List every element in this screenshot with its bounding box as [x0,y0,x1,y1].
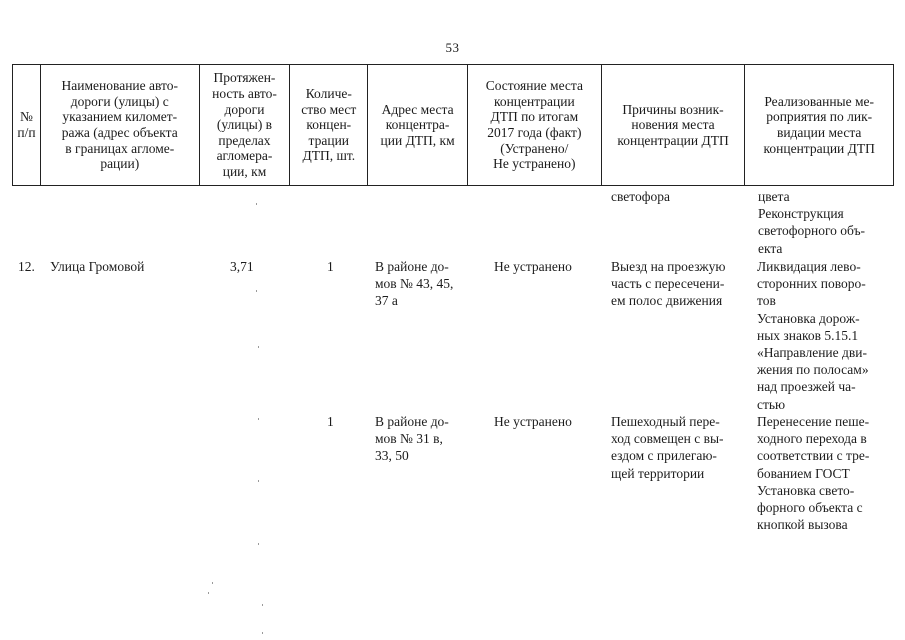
row-number: 12. [18,259,35,274]
scan-speck [258,418,259,420]
scan-speck [262,632,263,634]
place-1-count: 1 [327,259,334,274]
continued-cause: светофора [611,189,670,204]
header-road-name: Наименование авто- дороги (улицы) с указанием километ- ража (адрес объекта в границах агломе- рации) [41,65,200,185]
place-2-status: Не устранено [494,414,572,429]
place-1-cause: Выезд на проезжую часть с пересечени- ем полос движения [611,259,726,309]
road-length: 3,71 [230,259,254,274]
place-1-address: В районе до- мов № 43, 45, 37 а [375,259,454,309]
header-length: Протяжен- ность авто- дороги (улицы) в пределах агломера- ции, км [200,65,291,185]
scan-speck [256,203,257,205]
road-name: Улица Громовой [50,259,145,274]
header-number: № п/п [13,65,41,185]
place-2-cause: Пешеходный пере- ход совмещен с вы- ездом с прилегаю- щей территории [611,414,724,481]
scan-speck [258,480,259,482]
scan-speck [256,290,257,292]
continued-measures: цвета Реконструкция светофорного объ- екта [758,189,866,256]
scan-speck [208,592,209,594]
place-2-count: 1 [327,414,334,429]
place-2-address: В районе до- мов № 31 в, 33, 50 [375,414,449,464]
scan-speck [258,543,259,545]
scan-speck [212,582,213,584]
place-2-measures: Перенесение пеше- ходного перехода в соответствии с тре- бованием ГОСТ Установка свето- форного объекта с кнопкой вызова [757,414,870,533]
place-1-measures: Ликвидация лево- сторонних поворо- тов Установка дорож- ных знаков 5.15.1 «Направление дви- жения по полосам» над проезжей ча- стью [757,259,869,412]
header-address: Адрес места концентра- ции ДТП, км [368,65,468,185]
header-causes: Причины возник- новения места концентрации ДТП [602,65,746,185]
place-1-status: Не устранено [494,259,572,274]
scan-speck [258,346,259,348]
header-count: Количе- ство мест концен- трации ДТП, шт. [290,65,368,185]
table-header [12,64,894,186]
header-status: Состояние места концентрации ДТП по итогам 2017 года (факт) (Устранено/ Не устранено) [468,65,602,185]
page-number: 53 [445,40,460,55]
scan-speck [262,604,263,606]
header-measures: Реализованные ме- роприятия по лик- видации места концентрации ДТП [763,93,875,156]
